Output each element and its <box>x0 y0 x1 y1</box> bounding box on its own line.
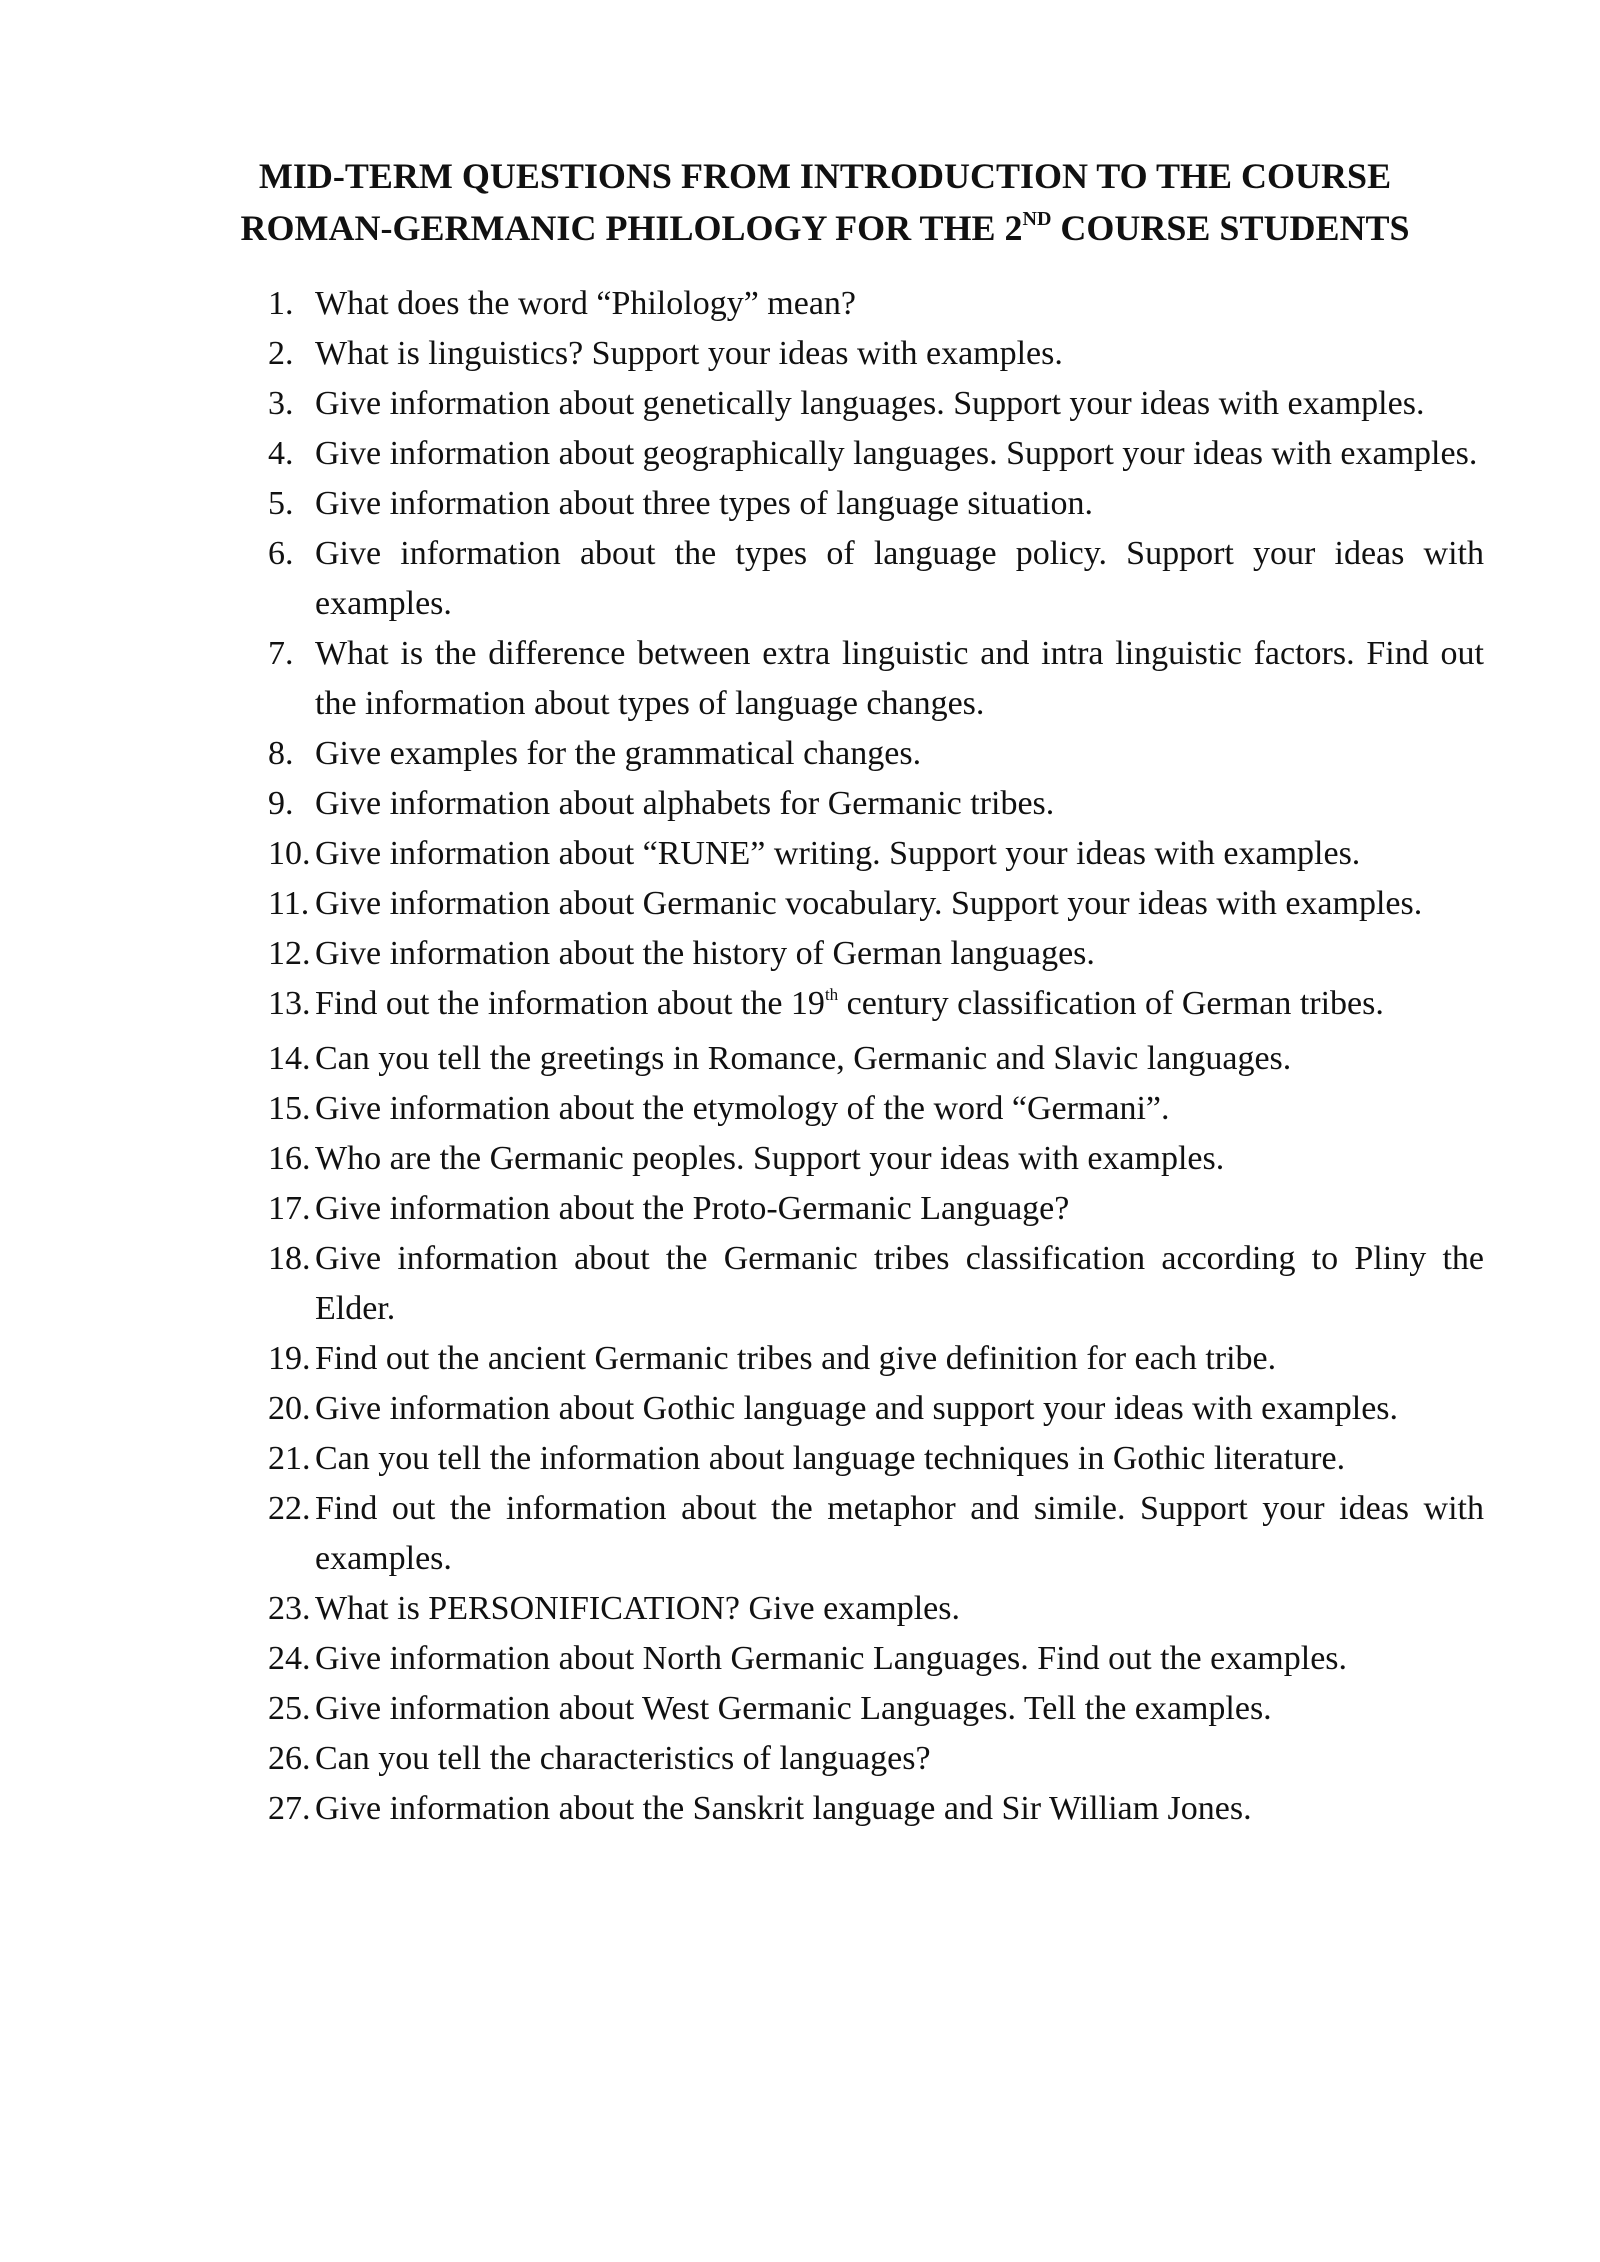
title-line-2-superscript: ND <box>1022 208 1052 230</box>
question-item <box>268 1434 1484 1484</box>
title-line-2 <box>150 202 1500 260</box>
question-text <box>315 985 1384 1022</box>
question-text: Give examples for the grammatical changes. <box>315 735 922 772</box>
question-item <box>268 429 1484 479</box>
question-text: Can you tell the information about language techniques in Gothic literature. <box>315 1440 1346 1477</box>
question-text: Can you tell the characteristics of languages? <box>315 1740 931 1777</box>
title-line-2-main: ROMAN-GERMANIC PHILOLOGY FOR THE 2 <box>240 208 1023 248</box>
question-text: What is PERSONIFICATION? Give examples. <box>315 1590 960 1627</box>
question-item <box>268 1034 1484 1084</box>
question-number: 15. <box>268 1090 311 1127</box>
question-text: Give information about Gothic language and support your ideas with examples. <box>315 1390 1399 1427</box>
question-number: 19. <box>268 1340 311 1377</box>
question-number: 7. <box>268 635 294 672</box>
question-number: 21. <box>268 1440 311 1477</box>
title-line-1: MID-TERM QUESTIONS FROM INTRODUCTION TO THE COURSE <box>258 156 1392 196</box>
question-item <box>268 1134 1484 1184</box>
question-number: 18. <box>268 1240 311 1277</box>
question-number: 8. <box>268 735 294 772</box>
question-text: Give information about the Proto-Germanic Language? <box>315 1190 1070 1227</box>
question-item <box>268 529 1484 629</box>
question-item <box>268 379 1484 429</box>
question-number: 2. <box>268 335 294 372</box>
question-number: 10. <box>268 835 311 872</box>
question-text: Give information about geographically languages. Support your ideas with examples. <box>315 435 1478 472</box>
question-number: 27. <box>268 1790 311 1827</box>
question-text-part: Find out the information about the 19 <box>315 985 825 1022</box>
question-text: Give information about the history of German languages. <box>315 935 1095 972</box>
question-number: 24. <box>268 1640 311 1677</box>
question-number: 14. <box>268 1040 311 1077</box>
question-text: Who are the Germanic peoples. Support your ideas with examples. <box>315 1140 1225 1177</box>
question-text: Find out the information about the metaphor and simile. Support your ideas with examples. <box>315 1490 1484 1577</box>
document-title <box>150 150 1500 260</box>
title-line-2-rest: COURSE STUDENTS <box>1051 208 1410 248</box>
question-item <box>268 1584 1484 1634</box>
question-item <box>268 629 1484 729</box>
question-item <box>268 1684 1484 1734</box>
question-item <box>268 479 1484 529</box>
question-item <box>268 1184 1484 1234</box>
question-item <box>268 779 1484 829</box>
question-number: 26. <box>268 1740 311 1777</box>
question-number: 16. <box>268 1140 311 1177</box>
question-text: Give information about genetically languages. Support your ideas with examples. <box>315 385 1425 422</box>
question-text: Give information about North Germanic Languages. Find out the examples. <box>315 1640 1348 1677</box>
question-text: Give information about the Sanskrit language and Sir William Jones. <box>315 1790 1252 1827</box>
question-number: 6. <box>268 535 294 572</box>
question-text: Give information about alphabets for Germanic tribes. <box>315 785 1055 822</box>
question-text: Give information about West Germanic Languages. Tell the examples. <box>315 1690 1272 1727</box>
question-item <box>268 1334 1484 1384</box>
question-number: 25. <box>268 1690 311 1727</box>
question-text-part: century classification of German tribes. <box>838 985 1384 1022</box>
question-text: Give information about Germanic vocabulary. Support your ideas with examples. <box>315 885 1423 922</box>
question-text: Can you tell the greetings in Romance, Germanic and Slavic languages. <box>315 1040 1292 1077</box>
question-number: 5. <box>268 485 294 522</box>
question-number: 17. <box>268 1190 311 1227</box>
question-text: Give information about the Germanic tribes classification according to Pliny the Elder. <box>315 1240 1484 1327</box>
question-text: Give information about the types of language policy. Support your ideas with examples. <box>315 535 1484 622</box>
question-text: What is the difference between extra linguistic and intra linguistic factors. Find out the information about types of language changes. <box>315 635 1484 722</box>
question-item <box>268 329 1484 379</box>
question-text: What does the word “Philology” mean? <box>315 285 857 322</box>
question-item <box>268 979 1484 1034</box>
question-number: 11. <box>268 885 310 922</box>
question-item <box>268 929 1484 979</box>
question-item <box>268 1784 1484 1834</box>
question-item <box>268 829 1484 879</box>
question-item <box>268 1734 1484 1784</box>
question-number: 13. <box>268 985 311 1022</box>
question-number: 1. <box>268 285 294 322</box>
question-text: Find out the ancient Germanic tribes and give definition for each tribe. <box>315 1340 1277 1377</box>
question-text: Give information about the etymology of the word “Germani”. <box>315 1090 1170 1127</box>
question-number: 9. <box>268 785 294 822</box>
question-number: 22. <box>268 1490 311 1527</box>
question-item <box>268 279 1484 329</box>
question-item <box>268 1634 1484 1684</box>
question-text: Give information about “RUNE” writing. Support your ideas with examples. <box>315 835 1361 872</box>
question-number: 20. <box>268 1390 311 1427</box>
question-item <box>268 1234 1484 1334</box>
question-text-superscript: th <box>824 985 839 1004</box>
question-number: 12. <box>268 935 311 972</box>
question-item <box>268 1084 1484 1134</box>
question-number: 4. <box>268 435 294 472</box>
question-number: 3. <box>268 385 294 422</box>
question-item <box>268 729 1484 779</box>
question-text: What is linguistics? Support your ideas with examples. <box>315 335 1063 372</box>
question-item <box>268 1484 1484 1584</box>
question-number: 23. <box>268 1590 311 1627</box>
question-item <box>268 879 1484 929</box>
question-item <box>268 1384 1484 1434</box>
question-list <box>268 279 1484 1834</box>
question-text: Give information about three types of language situation. <box>315 485 1094 522</box>
